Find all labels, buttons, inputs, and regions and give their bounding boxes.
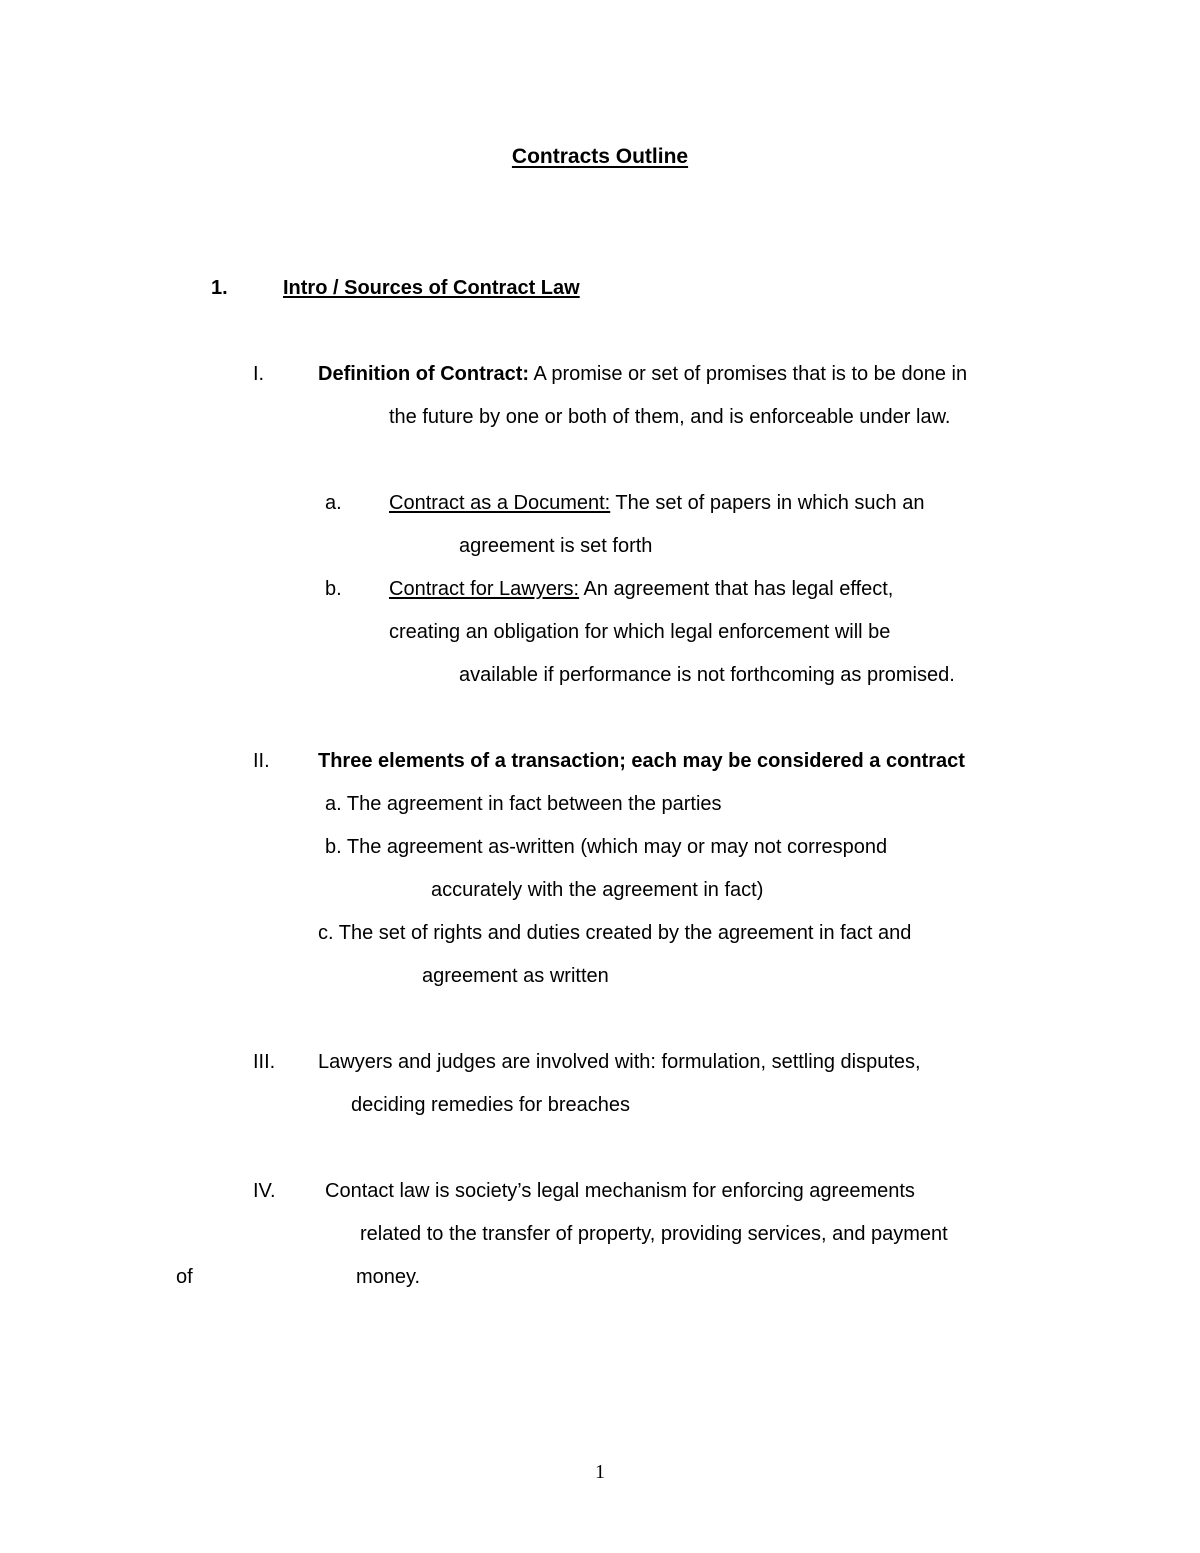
item-I-b-text: An agreement that has legal effect, [579, 578, 894, 600]
item-II-numeral: II. [253, 750, 270, 772]
item-III-line2: deciding remedies for breaches [351, 1094, 631, 1116]
item-I-b-line2: creating an obligation for which legal enforcement will be [389, 621, 891, 643]
item-IV-line2: related to the transfer of property, providing services, and payment [360, 1223, 948, 1245]
section-heading: Intro / Sources of Contract Law [283, 277, 580, 299]
item-IV-line3: money. [356, 1266, 421, 1288]
item-I-line2: the future by one or both of them, and is enforceable under law. [389, 406, 951, 428]
item-I-numeral: I. [253, 363, 265, 385]
item-II-b-line1: b. The agreement as-written (which may or may not correspond [325, 836, 888, 858]
item-IV-line3-left: of [176, 1266, 193, 1288]
item-III-line1: Lawyers and judges are involved with: formulation, settling disputes, [318, 1051, 921, 1073]
section-number: 1. [211, 277, 228, 299]
document-title: Contracts Outline [511, 145, 689, 168]
item-IV-numeral: IV. [253, 1180, 276, 1202]
item-II-c-line2: agreement as written [422, 965, 609, 987]
item-I-a-text: The set of papers in which such an [610, 492, 925, 514]
item-I-line1 [318, 361, 967, 387]
item-II-heading: Three elements of a transaction; each may be considered a contract [318, 750, 965, 772]
item-I-text: A promise or set of promises that is to be done in [529, 363, 968, 385]
item-I-a-line2: agreement is set forth [459, 535, 653, 557]
item-II-c-line1: c. The set of rights and duties created by the agreement in fact and [318, 922, 912, 944]
item-I-b-letter: b. [325, 578, 342, 600]
item-I-b-line3: available if performance is not forthcoming as promised. [459, 664, 955, 686]
item-II-a: a. The agreement in fact between the parties [325, 793, 722, 815]
item-I-a-line1 [389, 490, 924, 516]
item-IV-line1: Contact law is society’s legal mechanism for enforcing agreements [325, 1180, 915, 1202]
item-I-a-term: Contract as a Document: [389, 492, 611, 514]
item-I-b-line1 [389, 576, 893, 602]
page-number: 1 [595, 1461, 605, 1483]
item-III-numeral: III. [253, 1051, 276, 1073]
item-I-term: Definition of Contract: [318, 363, 530, 385]
item-II-b-line2: accurately with the agreement in fact) [431, 879, 764, 901]
item-I-b-term: Contract for Lawyers: [389, 578, 580, 600]
item-I-a-letter: a. [325, 492, 342, 514]
